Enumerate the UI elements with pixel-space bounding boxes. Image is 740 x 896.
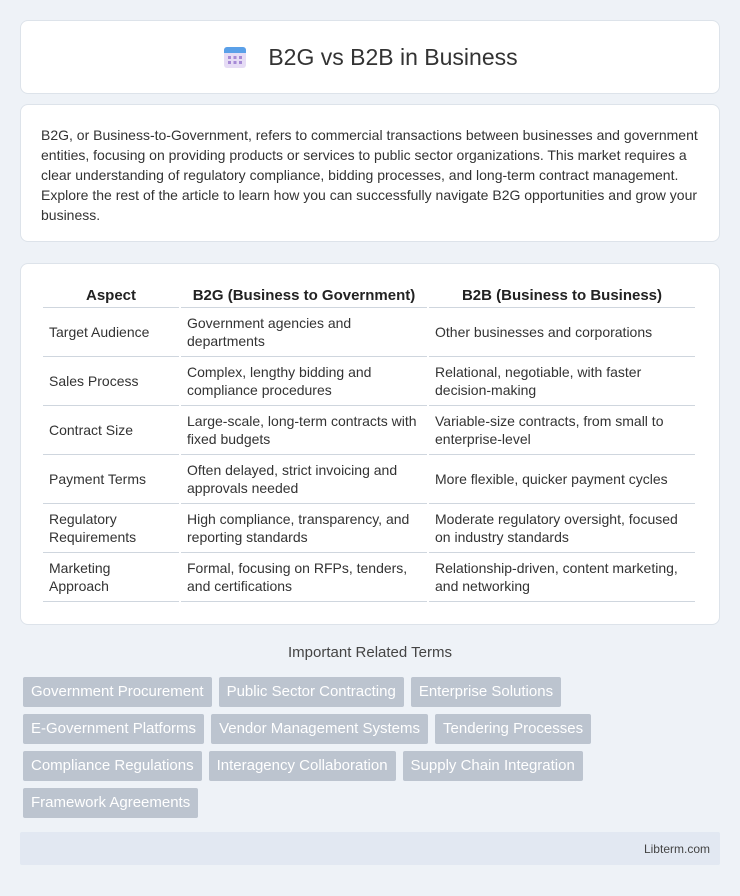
aspect-cell: Payment Terms <box>43 455 179 504</box>
table-row <box>43 357 695 406</box>
comparison-card <box>20 263 720 625</box>
footer <box>20 832 720 865</box>
table-row <box>43 406 695 455</box>
calendar-icon <box>222 44 248 70</box>
aspect-cell: Marketing Approach <box>43 553 179 602</box>
b2g-cell: Formal, focusing on RFPs, tenders, and certifications <box>181 553 427 602</box>
related-term-tag[interactable]: Public Sector Contracting <box>219 677 404 707</box>
table-header-row <box>43 284 695 308</box>
aspect-cell: Regulatory Requirements <box>43 504 179 553</box>
header-b2g: B2G (Business to Government) <box>181 284 427 308</box>
related-term-tag[interactable]: Vendor Management Systems <box>211 714 428 744</box>
b2b-cell: Other businesses and corporations <box>429 308 695 357</box>
table-row <box>43 504 695 553</box>
b2g-cell: High compliance, transparency, and reporting standards <box>181 504 427 553</box>
b2g-cell: Large-scale, long-term contracts with fixed budgets <box>181 406 427 455</box>
aspect-cell: Sales Process <box>43 357 179 406</box>
intro-text: B2G, or Business-to-Government, refers to commercial transactions between businesses and government entities, focusing on providing products or services to public sector organizations. This market requires a clear understanding of regulatory compliance, bidding processes, and long-term contract management. Explore the rest of the article to learn how you can successfully navigate B2G opportunities and grow your business. <box>41 127 698 223</box>
aspect-cell: Target Audience <box>43 308 179 357</box>
table-row <box>43 308 695 357</box>
b2g-cell: Complex, lengthy bidding and compliance procedures <box>181 357 427 406</box>
page-title: B2G vs B2B in Business <box>268 43 518 70</box>
related-term-tag[interactable]: Tendering Processes <box>435 714 591 744</box>
title-card <box>20 20 720 94</box>
related-term-tag[interactable]: Enterprise Solutions <box>411 677 561 707</box>
related-terms-title: Important Related Terms <box>288 644 452 661</box>
footer-site-link[interactable]: Libterm.com <box>643 841 710 856</box>
related-term-tag[interactable]: Framework Agreements <box>23 788 198 818</box>
related-term-tag[interactable]: Interagency Collaboration <box>209 751 396 781</box>
b2b-cell: More flexible, quicker payment cycles <box>429 455 695 504</box>
b2b-cell: Relationship-driven, content marketing, and networking <box>429 553 695 602</box>
b2g-cell: Government agencies and departments <box>181 308 427 357</box>
related-term-tag[interactable]: Government Procurement <box>23 677 212 707</box>
related-term-tag[interactable]: E-Government Platforms <box>23 714 204 744</box>
related-terms-list <box>23 677 723 818</box>
header-aspect: Aspect <box>43 284 179 308</box>
comparison-table <box>41 284 697 602</box>
related-term-tag[interactable]: Compliance Regulations <box>23 751 202 781</box>
related-term-tag[interactable]: Supply Chain Integration <box>403 751 583 781</box>
b2b-cell: Moderate regulatory oversight, focused on industry standards <box>429 504 695 553</box>
header-b2b: B2B (Business to Business) <box>429 284 695 308</box>
b2b-cell: Variable-size contracts, from small to enterprise-level <box>429 406 695 455</box>
intro-card <box>20 104 720 242</box>
table-row <box>43 455 695 504</box>
table-row <box>43 553 695 602</box>
b2b-cell: Relational, negotiable, with faster decision-making <box>429 357 695 406</box>
b2g-cell: Often delayed, strict invoicing and approvals needed <box>181 455 427 504</box>
aspect-cell: Contract Size <box>43 406 179 455</box>
